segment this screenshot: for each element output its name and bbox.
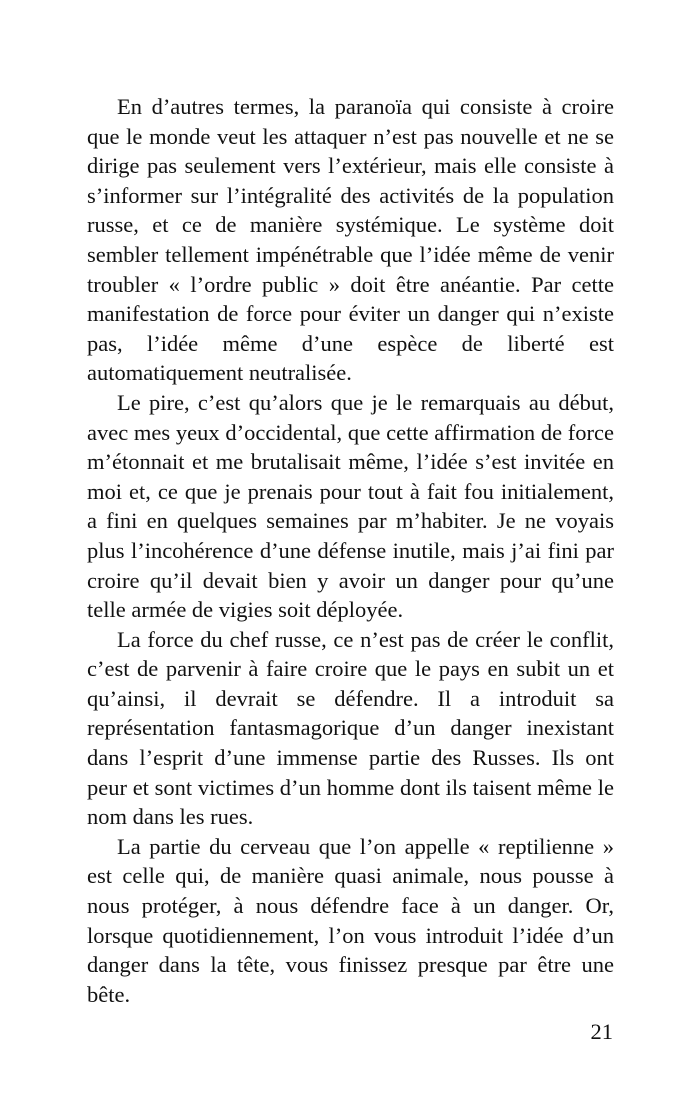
paragraph-3: La force du chef russe, ce n’est pas de créer le conflit, c’est de parvenir à faire croire que le pays en subit un et qu’ainsi, il devrait se défendre. Il a introduit sa représentation fantasmagorique d’un danger inexistant dans l’esprit d’une immense partie des Russes. Ils ont peur et sont victimes d’un homme dont ils taisent même le nom dans les rues. bbox=[87, 626, 614, 830]
body-text bbox=[87, 92, 614, 1009]
paragraph-2: Le pire, c’est qu’alors que je le remarquais au début, avec mes yeux d’occidental, que cette affirmation de force m’étonnait et me brutalisait même, l’idée s’est invitée en moi et, ce que je prenais pour tout à fait fou initialement, a fini en quelques semaines par m’habiter. Je ne voyais plus l’incohérence d’une défense inutile, mais j’ai fini par croire qu’il devait bien y avoir un danger pour qu’une telle armée de vigies soit déployée. bbox=[87, 389, 614, 623]
page-number: 21 bbox=[590, 1019, 613, 1044]
paragraph-4: La partie du cerveau que l’on appelle « reptilienne » est celle qui, de manière quasi animale, nous pousse à nous protéger, à nous défendre face à un danger. Or, lorsque quotidiennement, l’on vous introduit l’idée d’un danger dans la tête, vous finissez presque par être une bête. bbox=[87, 833, 614, 1007]
paragraph-1: En d’autres termes, la paranoïa qui consiste à croire que le monde veut les attaquer n’est pas nouvelle et ne se dirige pas seulement vers l’extérieur, mais elle consiste à s’informer sur l’intégralité des activités de la population russe, et ce de manière systémique. Le système doit sembler tellement impénétrable que l’idée même de venir troubler « l’ordre public » doit être anéantie. Par cette manifestation de force pour éviter un danger qui n’existe pas, l’idée même d’une espèce de liberté est automatiquement neutralisée. bbox=[87, 94, 614, 386]
